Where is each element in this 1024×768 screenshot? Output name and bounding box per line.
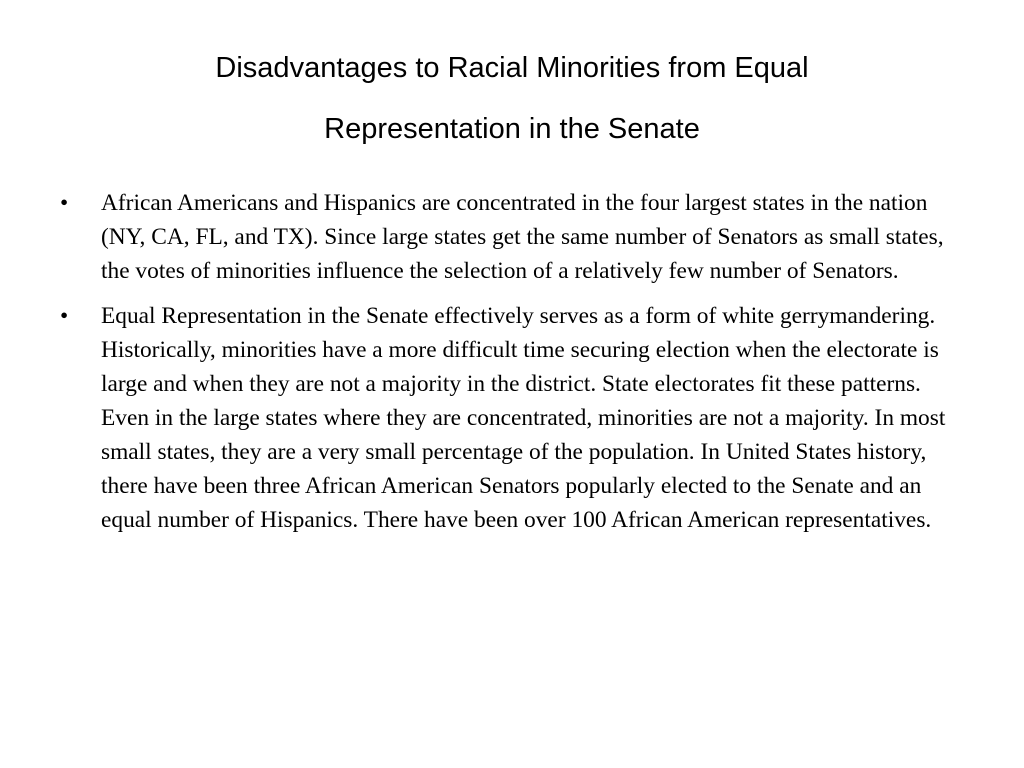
bullet-text: African Americans and Hispanics are concentrated in the four largest states in the nation (NY, CA, FL, and TX). Since large states get the same number of Senators as small states, the votes of minorities influence the selection of a relatively few number of Senators.: [101, 190, 944, 284]
bullet-icon: •: [60, 303, 69, 329]
bullet-item: [60, 186, 970, 288]
slide-title-line-1: Disadvantages to Racial Minorities from Equal: [215, 52, 809, 84]
bullet-item: [60, 299, 970, 537]
bullet-list: [60, 186, 970, 548]
slide-title-line-2: Representation in the Senate: [324, 113, 700, 145]
slide-title: [100, 38, 924, 160]
bullet-text: Equal Representation in the Senate effectively serves as a form of white gerrymandering. Historically, minorities have a more difficult time securing election when the electorate is large and when they are not a majority in the district. State electorates fit these patterns. Even in the large states where they are concentrated, minorities are not a majority. In most small states, they are a very small percentage of the population. In United States history, there have been three African American Senators popularly elected to the Senate and an equal number of Hispanics. There have been over 100 African American representatives.: [101, 303, 946, 533]
bullet-icon: •: [60, 190, 69, 216]
